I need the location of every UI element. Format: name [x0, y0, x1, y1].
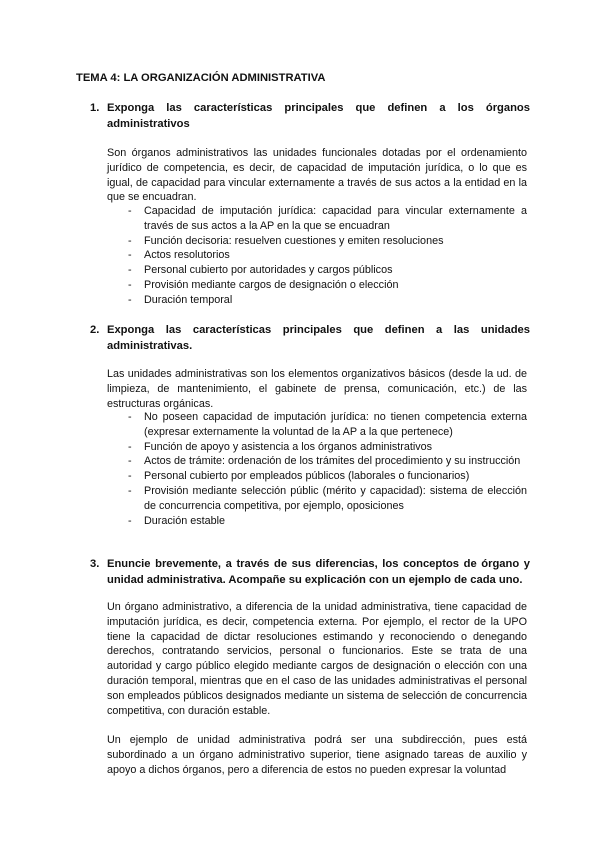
section-1-heading-text: Exponga las características principales que definen a los órganos administrativos [107, 102, 530, 130]
dash-icon: - [128, 205, 132, 217]
dash-icon: - [128, 249, 132, 262]
dash-icon: - [128, 264, 132, 277]
list-item: - No poseen capacidad de imputación jurídica: no tienen competencia externa (expresar externamente la voluntad de la AP a la que pertenece) [128, 411, 527, 438]
section-3-heading [90, 556, 530, 588]
section-3-paragraph-2: Un ejemplo de unidad administrativa podrá ser una subdirección, pues está subordinado a un órgano administrativo superior, tiene asignado tareas de auxilio y apoyo a dichos órganos, pero a diferencia de estos no pueden expresar la voluntad [107, 734, 527, 776]
list-item: - Personal cubierto por empleados públicos (laborales o funcionarios) [128, 470, 470, 483]
document-title: TEMA 4: LA ORGANIZACIÓN ADMINISTRATIVA [76, 72, 326, 84]
section-3-number: 3. [90, 558, 100, 570]
dash-icon: - [128, 278, 132, 291]
list-item: - Actos resolutorios [128, 249, 230, 262]
list-item: - Provisión mediante selección públic (mérito y capacidad): sistema de elección de concurrencia competitiva, por ejemplo, oposiciones [128, 484, 527, 512]
list-item: - Capacidad de imputación jurídica: capacidad para vincular externamente a través de sus actos a la AP en la que se encuadran [128, 205, 527, 232]
dash-icon: - [128, 484, 132, 497]
dash-icon: - [128, 293, 132, 306]
section-1-intro: Son órganos administrativos las unidades funcionales dotadas por el ordenamiento jurídico de competencia, es decir, de capacidad de imputación jurídica, o lo que es igual, de capacidad para vincular externamente a través de sus actos a la entidad en la que se encuadran. [107, 147, 527, 204]
section-2-bullet-list [107, 410, 527, 528]
section-1-bullet-list [107, 204, 527, 308]
section-1-number: 1. [90, 102, 100, 114]
section-3-paragraph-1: Un órgano administrativo, a diferencia de la unidad administrativa, tiene capacidad de imputación jurídica, es decir, competencia externa. Por ejemplo, el rector de la UPO tiene la capacidad de dictar resoluciones estimando y reconociendo o denegando derechos, contratando servicios, personal o funcionarios. Este se trata de una autoridad y cargo público elegido mediante cargos de designación o elección con una duración temporal, mientras que en el caso de las unidades administrativas el personal son empleados públicos designados mediante un sistema de selección de concurrencia competitiva, con duración estable. [107, 601, 527, 717]
section-2-number: 2. [90, 324, 100, 336]
section-3-heading-text: Enuncie brevemente, a través de sus diferencias, los conceptos de órgano y unidad administrativa. Acompañe su explicación con un ejemplo de cada uno. [107, 558, 530, 586]
section-2-heading-text: Exponga las características principales que definen a las unidades administrativas. [107, 324, 530, 352]
section-2-intro: Las unidades administrativas son los elementos organizativos básicos (desde la ud. de limpieza, de mantenimiento, el gabinete de prensa, comunicación, etc.) de las estructuras orgánicas. [107, 368, 527, 410]
list-item: - Duración temporal [128, 293, 233, 306]
list-item: - Provisión mediante cargos de designación o elección [128, 278, 399, 291]
section-2-heading [90, 322, 530, 354]
list-item: - Duración estable [128, 514, 226, 527]
list-item: - Actos de trámite: ordenación de los trámites del procedimiento y su instrucción [128, 455, 521, 468]
list-item: - Función decisoria: resuelven cuestiones y emiten resoluciones [128, 234, 444, 247]
dash-icon: - [128, 470, 132, 483]
list-item: - Personal cubierto por autoridades y cargos públicos [128, 264, 393, 277]
dash-icon: - [128, 440, 132, 453]
dash-icon: - [128, 411, 132, 423]
list-item: - Función de apoyo y asistencia a los órganos administrativos [128, 440, 433, 453]
section-1-heading [90, 100, 530, 132]
dash-icon: - [128, 514, 132, 527]
dash-icon: - [128, 234, 132, 247]
dash-icon: - [128, 455, 132, 468]
